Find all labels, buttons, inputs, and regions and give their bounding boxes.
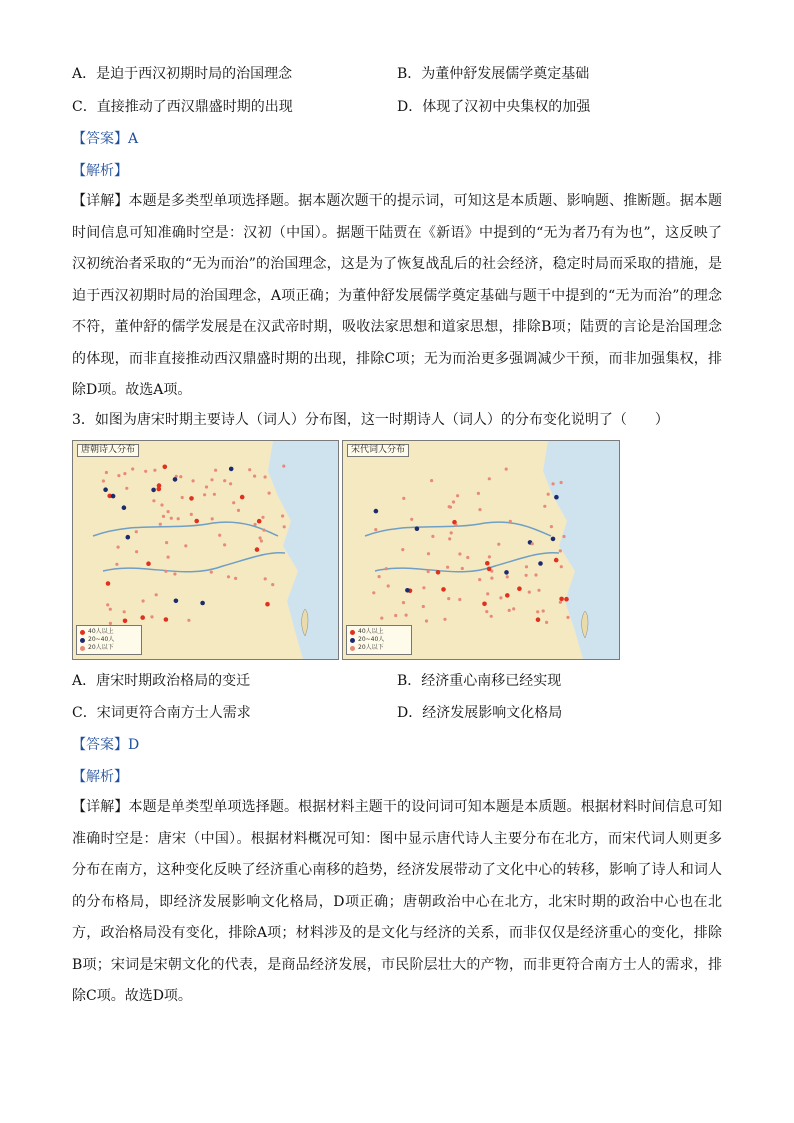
q3-option-c: C．宋词更符合南方士人需求	[72, 705, 251, 721]
poet-marker	[554, 558, 559, 563]
poet-marker	[436, 570, 441, 575]
poet-marker	[380, 617, 383, 620]
poet-marker	[542, 609, 545, 612]
poet-marker	[117, 474, 120, 477]
poet-marker	[538, 561, 543, 566]
poet-marker	[265, 602, 270, 607]
poet-marker	[402, 497, 405, 500]
poet-marker	[189, 496, 194, 501]
tang-poets-map	[72, 440, 339, 660]
poet-marker	[151, 488, 156, 493]
poet-marker	[234, 577, 237, 580]
poet-marker	[536, 617, 541, 622]
poet-marker	[135, 550, 138, 553]
legend-mid-label: 20~40人	[88, 636, 115, 643]
poet-marker	[504, 570, 509, 575]
poet-marker	[477, 492, 480, 495]
q2-option-b: B．为董仲舒发展儒学奠定基础	[397, 66, 590, 82]
poet-marker	[264, 577, 267, 580]
poet-marker	[210, 478, 213, 481]
poet-marker	[559, 597, 564, 602]
poet-marker	[531, 542, 534, 545]
poet-marker	[268, 492, 271, 495]
poet-marker	[255, 547, 260, 552]
poet-marker	[126, 535, 131, 540]
poet-marker	[106, 603, 109, 606]
poet-marker	[410, 518, 413, 521]
poet-marker	[560, 481, 563, 484]
poet-marker	[505, 593, 510, 598]
poet-marker	[153, 469, 156, 472]
poet-marker	[135, 530, 138, 533]
poet-marker	[177, 517, 180, 520]
poet-marker	[123, 610, 126, 613]
legend-high-dot	[80, 630, 85, 635]
poet-marker	[223, 543, 226, 546]
poet-marker	[446, 566, 449, 569]
legend-low-label: 20人以下	[358, 644, 384, 651]
poet-marker	[559, 601, 562, 604]
poet-marker	[163, 465, 168, 470]
poet-marker	[122, 505, 127, 510]
poet-marker	[283, 525, 286, 528]
poet-marker	[422, 586, 425, 589]
poet-marker	[203, 493, 206, 496]
poet-marker	[152, 499, 155, 502]
poet-marker	[452, 500, 455, 503]
poet-marker	[478, 578, 481, 581]
poet-marker	[482, 602, 487, 607]
poet-marker	[458, 552, 461, 555]
q3-option-d: D．经济发展影响文化格局	[397, 705, 563, 721]
poet-marker	[512, 607, 515, 610]
poet-marker	[165, 541, 168, 544]
poet-marker	[167, 510, 170, 513]
poet-marker	[218, 534, 221, 537]
q3-answer: 【答案】D	[72, 737, 140, 753]
poet-marker	[448, 537, 451, 540]
poet-marker	[372, 591, 375, 594]
poet-marker	[144, 470, 147, 473]
poet-marker	[253, 475, 256, 478]
poet-marker	[401, 548, 404, 551]
song-lyricists-map	[342, 440, 620, 660]
poet-marker	[405, 588, 410, 593]
poet-marker	[109, 608, 112, 611]
poet-marker	[237, 509, 240, 512]
poet-marker	[174, 599, 179, 604]
poet-marker	[157, 483, 162, 488]
poet-marker	[261, 516, 264, 519]
poet-marker	[192, 479, 195, 482]
poet-marker	[461, 567, 464, 570]
poet-marker	[490, 577, 493, 580]
poet-marker	[262, 529, 265, 532]
poet-marker	[443, 618, 446, 621]
poet-marker	[487, 567, 492, 572]
song-map-legend	[346, 625, 412, 655]
poet-marker	[227, 575, 230, 578]
q3-stem: 3．如图为唐宋时期主要诗人（词人）分布图，这一时期诗人（词人）的分布变化说明了（ ）	[72, 412, 669, 428]
poet-marker	[150, 615, 153, 618]
poet-marker	[488, 555, 491, 558]
poet-marker	[490, 615, 493, 618]
poet-marker	[566, 616, 569, 619]
q2-option-d: D．体现了汉初中央集权的加强	[397, 99, 591, 115]
poet-marker	[257, 519, 262, 524]
legend-high-dot	[350, 630, 355, 635]
q3-analysis-label: 【解析】	[72, 769, 128, 785]
poet-marker	[173, 572, 176, 575]
q2-option-a: A．是迫于西汉初期时局的治国理念	[72, 66, 293, 82]
tang-map-legend	[76, 625, 142, 655]
poet-marker	[162, 515, 165, 518]
poet-marker	[173, 477, 178, 482]
poet-marker	[159, 523, 162, 526]
poet-marker	[214, 469, 217, 472]
q3-detail-paragraph: 【详解】本题是单类型单项选择题。根据材料主题干的设问词可知本题是本质题。根据材料时间信息可知准确时空是：唐宋（中国）。根据材料概况可知：图中显示唐代诗人主要分布在北方，而宋代词人则更多分布在南方，这种变化反映了经济重心南移的趋势，经济发展带动了文化中心的转移，影响了诗人和词人的分布格局，即经济发展影响文化格局，D项正确；唐朝政治中心在北方，北宋时期的政治中心也在北方，政治格局没有变化，排除A项；材料涉及的是文化与经济的关系，而非仅仅是经济重心的变化，排除B项；宋词是宋朝文化的代表，是商品经济发展，市民阶层壮大的产物，而非更符合南方士人的需求，排除C项。故选D项。	[72, 799, 722, 1004]
poet-marker	[559, 549, 562, 552]
poet-marker	[427, 552, 430, 555]
poet-marker	[200, 601, 205, 606]
poet-marker	[547, 493, 550, 496]
poet-marker	[534, 573, 537, 576]
poet-marker	[450, 531, 453, 534]
poet-marker	[497, 543, 500, 546]
poet-marker	[123, 619, 128, 624]
poet-marker	[454, 524, 457, 527]
poet-marker	[425, 619, 428, 622]
poet-marker	[260, 539, 263, 542]
poet-marker	[431, 535, 434, 538]
poet-marker	[485, 561, 490, 566]
poet-marker	[106, 581, 111, 586]
poet-marker	[211, 517, 214, 520]
poet-marker	[229, 467, 234, 472]
poet-marker	[525, 574, 528, 577]
song-map-title: 宋代词人分布	[347, 444, 409, 457]
poet-marker	[374, 509, 379, 514]
poet-marker	[550, 525, 553, 528]
poet-marker	[427, 570, 430, 573]
poet-marker	[181, 496, 184, 499]
poet-marker	[281, 514, 284, 517]
poet-marker	[415, 526, 420, 531]
poet-marker	[223, 479, 226, 482]
poet-marker	[190, 513, 193, 516]
poet-marker	[508, 609, 511, 612]
legend-low-dot	[350, 646, 355, 651]
poet-marker	[405, 614, 408, 617]
poet-marker	[499, 596, 502, 599]
legend-mid-label: 20~40人	[358, 636, 385, 643]
poet-marker	[259, 536, 262, 539]
poet-marker	[458, 598, 461, 601]
q2-option-c: C．直接推动了西汉鼎盛时期的出现	[72, 99, 293, 115]
poet-marker	[105, 471, 108, 474]
poet-marker	[505, 468, 508, 471]
poet-marker	[131, 467, 134, 470]
poet-marker	[160, 503, 163, 506]
poet-marker	[210, 571, 213, 574]
poet-marker	[117, 546, 120, 549]
poet-marker	[164, 570, 167, 573]
poet-marker	[478, 508, 481, 511]
poet-marker	[232, 501, 235, 504]
poet-marker	[248, 468, 251, 471]
poet-marker	[387, 584, 390, 587]
poet-marker	[254, 523, 257, 526]
poet-marker	[213, 493, 216, 496]
legend-low-label: 20人以下	[88, 644, 114, 651]
poet-marker	[485, 610, 488, 613]
poet-marker	[146, 561, 151, 566]
poet-marker	[125, 487, 128, 490]
poet-marker	[205, 485, 208, 488]
poet-marker	[525, 565, 528, 568]
poet-marker	[170, 517, 173, 520]
poet-marker	[282, 465, 285, 468]
poet-marker	[537, 589, 540, 592]
poet-marker	[102, 479, 105, 482]
poet-marker	[164, 617, 169, 622]
poet-marker	[111, 494, 116, 499]
poet-marker	[564, 597, 569, 602]
poet-marker	[385, 567, 388, 570]
poet-marker	[447, 597, 450, 600]
poet-marker	[179, 475, 182, 478]
poet-marker	[271, 583, 274, 586]
q3-option-b: B．经济重心南移已经实现	[397, 673, 562, 689]
poet-marker	[536, 610, 539, 613]
legend-low-dot	[80, 646, 85, 651]
poet-marker	[394, 614, 397, 617]
poet-marker	[187, 619, 190, 622]
poet-marker	[543, 505, 546, 508]
poet-marker	[140, 615, 145, 620]
poet-marker	[123, 472, 126, 475]
poet-marker	[552, 482, 555, 485]
q2-answer: 【答案】A	[72, 131, 139, 147]
poet-marker	[488, 477, 491, 480]
poet-marker	[560, 565, 563, 568]
legend-mid-dot	[80, 638, 85, 643]
poet-marker	[167, 556, 170, 559]
poet-marker	[103, 487, 108, 492]
q2-analysis-label: 【解析】	[72, 163, 128, 179]
poet-marker	[545, 621, 548, 624]
poet-marker	[528, 591, 531, 594]
poet-marker	[506, 575, 509, 578]
poet-marker	[517, 586, 522, 591]
poet-marker	[456, 494, 459, 497]
poet-marker	[155, 593, 158, 596]
poet-marker	[562, 535, 565, 538]
poet-marker	[509, 520, 512, 523]
poet-marker	[430, 479, 433, 482]
legend-high-label: 40人以上	[358, 628, 384, 635]
poet-marker	[378, 575, 381, 578]
poet-marker	[194, 519, 199, 524]
poet-marker	[142, 599, 145, 602]
poet-marker	[402, 601, 405, 604]
poet-marker	[422, 605, 425, 608]
poet-marker	[554, 495, 559, 500]
poet-marker	[466, 556, 469, 559]
q3-option-a: A．唐宋时期政治格局的变迁	[72, 673, 251, 689]
poet-marker	[374, 528, 377, 531]
legend-mid-dot	[350, 638, 355, 643]
poet-marker	[551, 537, 556, 542]
poet-marker	[264, 475, 267, 478]
legend-high-label: 40人以上	[88, 628, 114, 635]
poet-marker	[115, 563, 118, 566]
poet-marker	[240, 495, 245, 500]
poet-marker	[441, 587, 446, 592]
tang-map-title: 唐朝诗人分布	[77, 444, 139, 457]
poet-marker	[184, 544, 187, 547]
poet-marker	[229, 482, 232, 485]
poet-marker	[448, 505, 451, 508]
q2-detail-paragraph: 【详解】本题是多类型单项选择题。据本题次题干的提示词，可知这是本质题、影响题、推断题。据本题时间信息可知准确时空是：汉初（中国）。据题干陆贾在《新语》中提到的“无为者乃有为也”，这反映了汉初统治者采取的“无为而治”的治国理念，这是为了恢复战乱后的社会经济，稳定时局而采取的措施，是迫于西汉初期时局的治国理念，A项正确；为董仲舒发展儒学奠定基础与题干中提到的“无为而治”的理念不符，董仲舒的儒学发展是在汉武帝时期，吸收法家思想和道家思想，排除B项；陆贾的言论是治国理念的体现，而非直接推动西汉鼎盛时期的出现，排除C项；无为而治更多强调减少干预，而非加强集权，排除D项。故选A项。	[72, 193, 722, 398]
poet-marker	[486, 592, 489, 595]
